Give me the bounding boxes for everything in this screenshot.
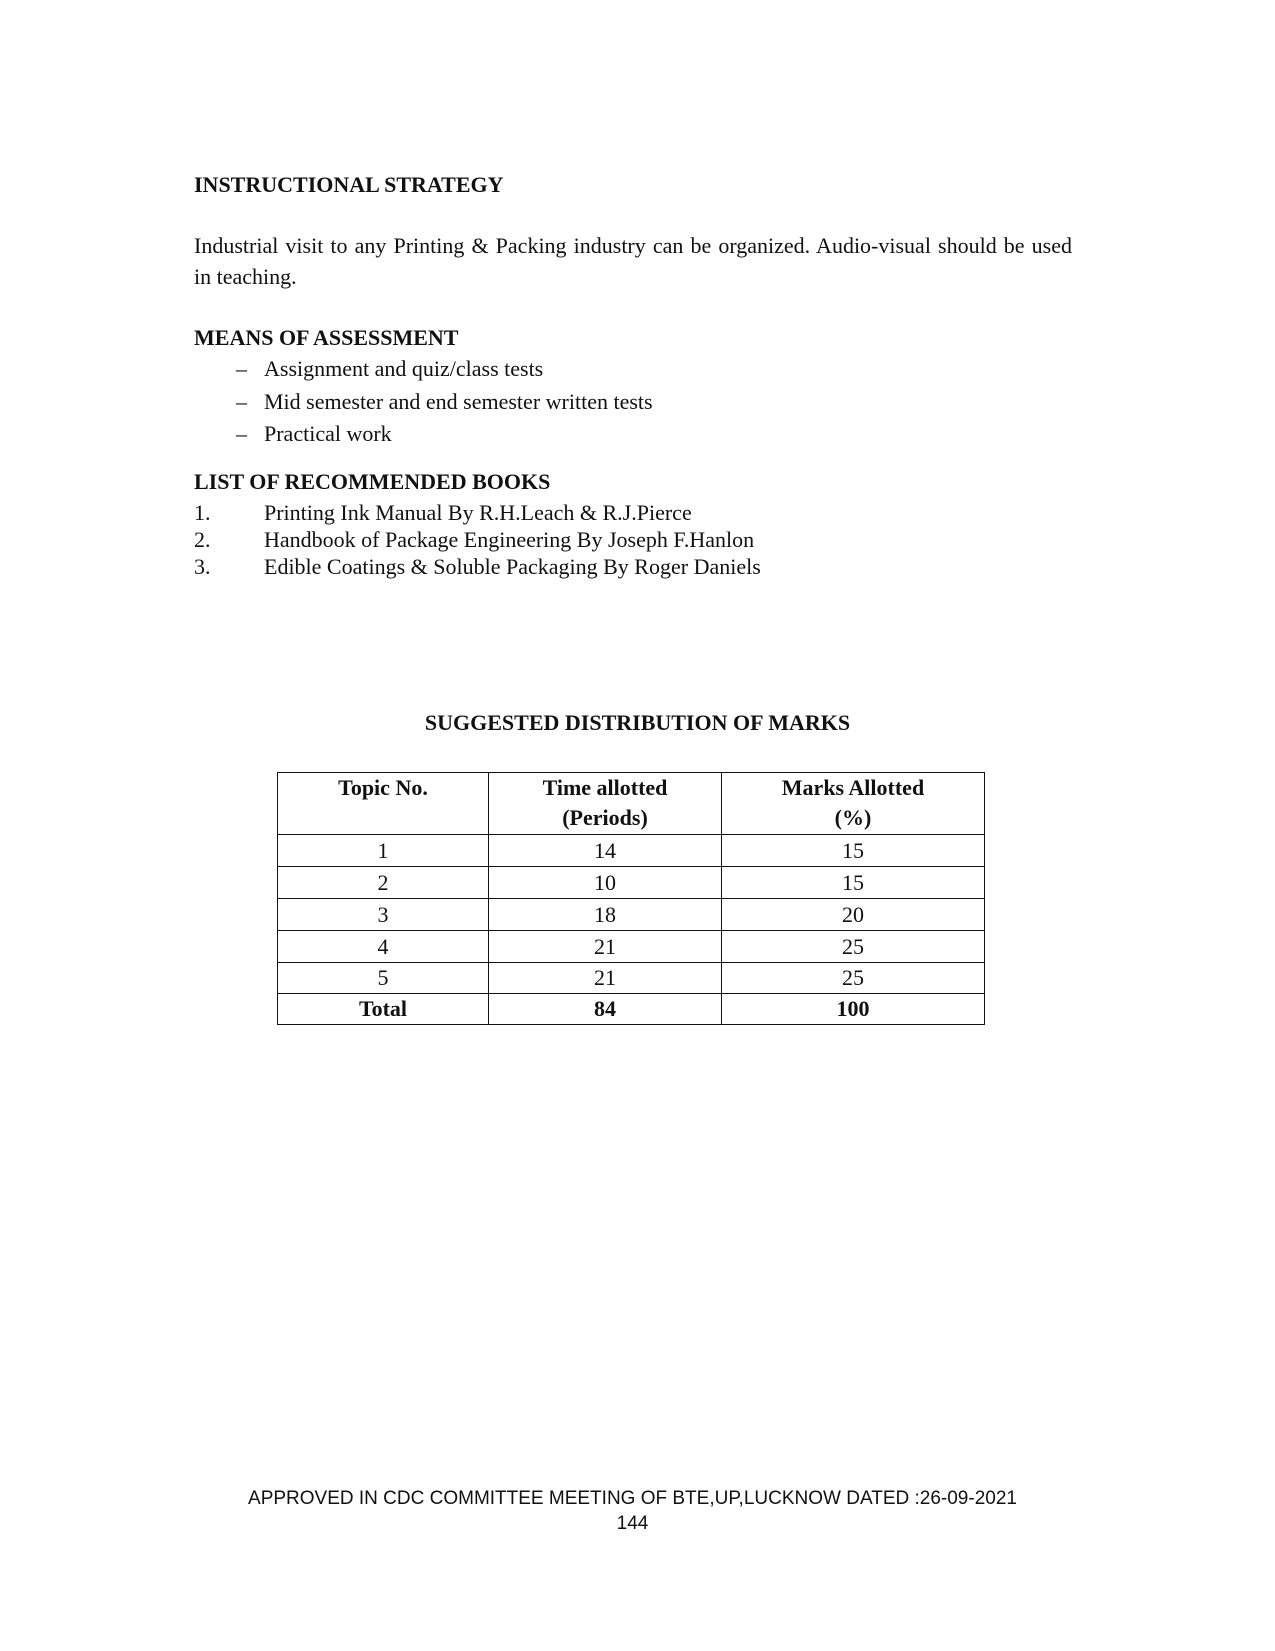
assessment-item-text: Mid semester and end semester written tests — [264, 389, 653, 414]
dash-bullet: – — [236, 389, 247, 414]
assessment-item — [236, 421, 392, 447]
cell-total-label: Total — [278, 994, 489, 1025]
header-topic-no — [278, 773, 489, 835]
header-line: Marks Allotted — [781, 775, 925, 800]
cell-marks: 15 — [722, 867, 985, 899]
book-item — [194, 500, 692, 526]
table-row — [278, 931, 985, 963]
book-number: 2. — [194, 527, 211, 552]
book-item — [194, 554, 761, 580]
marks-table-title: SUGGESTED DISTRIBUTION OF MARKS — [424, 710, 851, 735]
book-title: Edible Coatings & Soluble Packaging By Roger Daniels — [264, 554, 761, 579]
table-header-row — [278, 773, 985, 835]
book-title: Printing Ink Manual By R.H.Leach & R.J.Pierce — [264, 500, 692, 525]
cell-marks: 15 — [722, 835, 985, 867]
book-item — [194, 527, 754, 553]
dash-bullet: – — [236, 356, 247, 381]
page-number: 144 — [616, 1513, 649, 1534]
table-row — [278, 835, 985, 867]
cell-topic: 5 — [278, 963, 489, 994]
header-time-allotted — [489, 773, 722, 835]
assessment-item-text: Practical work — [264, 421, 392, 446]
cell-topic: 4 — [278, 931, 489, 963]
marks-distribution-table — [277, 772, 985, 1025]
approval-footer: APPROVED IN CDC COMMITTEE MEETING OF BTE,UP,LUCKNOW DATED :26-09-2021 — [248, 1488, 1017, 1509]
instructional-strategy-text: Industrial visit to any Printing & Packing industry can be organized. Audio-visual should be used in teaching. — [194, 233, 1072, 289]
cell-topic: 1 — [278, 835, 489, 867]
cell-marks: 20 — [722, 899, 985, 931]
assessment-item-text: Assignment and quiz/class tests — [264, 356, 544, 381]
book-number: 1. — [194, 500, 211, 525]
cell-total-marks: 100 — [722, 994, 985, 1025]
cell-time: 21 — [489, 963, 722, 994]
assessment-item — [236, 389, 653, 415]
book-number: 3. — [194, 554, 211, 579]
book-title: Handbook of Package Engineering By Joseph F.Hanlon — [264, 527, 755, 552]
table-row — [278, 899, 985, 931]
header-line: (Periods) — [562, 805, 648, 830]
instructional-strategy-heading: INSTRUCTIONAL STRATEGY — [194, 172, 504, 197]
cell-time: 21 — [489, 931, 722, 963]
header-line: (%) — [834, 805, 872, 830]
header-marks-allotted — [722, 773, 985, 835]
table-row — [278, 963, 985, 994]
dash-bullet: – — [236, 421, 247, 446]
assessment-item — [236, 356, 543, 382]
cell-topic: 2 — [278, 867, 489, 899]
cell-marks: 25 — [722, 963, 985, 994]
cell-topic: 3 — [278, 899, 489, 931]
cell-time: 18 — [489, 899, 722, 931]
cell-time: 14 — [489, 835, 722, 867]
cell-total-time: 84 — [489, 994, 722, 1025]
means-of-assessment-heading: MEANS OF ASSESSMENT — [194, 325, 459, 350]
table-row — [278, 867, 985, 899]
recommended-books-heading: LIST OF RECOMMENDED BOOKS — [194, 469, 551, 494]
cell-marks: 25 — [722, 931, 985, 963]
header-line: Topic No. — [338, 775, 428, 800]
table-total-row — [278, 994, 985, 1025]
header-line: Time allotted — [542, 775, 668, 800]
cell-time: 10 — [489, 867, 722, 899]
